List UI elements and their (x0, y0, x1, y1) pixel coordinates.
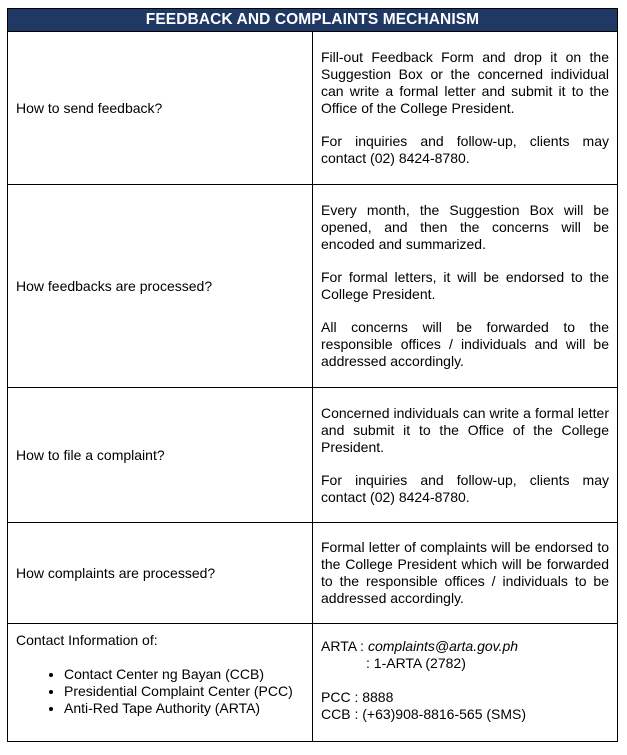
answer-feedback-processed (313, 185, 618, 388)
table-row (8, 388, 618, 523)
feedback-complaints-document (7, 8, 618, 742)
answer-paragraph: Formal letter of complaints will be endorsed to the College President which will be forwarded to the responsible offices / individuals to be addressed accordingly. (321, 539, 609, 606)
contact-list (16, 666, 304, 717)
contact-info-cell (8, 624, 313, 742)
contact-item-ccb: • Contact Center ng Bayan (CCB) (64, 666, 304, 683)
answer-paragraph: Fill-out Feedback Form and drop it on the Suggestion Box or the concerned individual can write a formal letter and submit it to the Office of the College President. (321, 49, 609, 116)
ccb-phone: CCB : (+63)908-8816-565 (SMS) (321, 706, 527, 722)
question-feedback-processed: How feedbacks are processed? (8, 185, 313, 388)
answer-paragraph: For formal letters, it will be endorsed to the College President. (321, 269, 609, 302)
arta-label: ARTA : (321, 638, 368, 654)
answer-paragraph: For inquiries and follow-up, clients may contact (02) 8424-8780. (321, 133, 609, 166)
question-complaints-processed: How complaints are processed? (8, 523, 313, 624)
arta-email: complaints@arta.gov.ph (367, 638, 519, 654)
question-send-feedback: How to send feedback? (8, 32, 313, 185)
question-file-complaint: How to file a complaint? (8, 388, 313, 523)
mechanism-table (7, 8, 618, 742)
contact-row (8, 624, 618, 742)
pcc-phone: PCC : 8888 (321, 689, 394, 705)
answer-paragraph: For inquiries and follow-up, clients may contact (02) 8424-8780. (321, 471, 609, 505)
contact-item-arta: • Anti-Red Tape Authority (ARTA) (64, 700, 304, 717)
arta-email-line (321, 638, 609, 655)
answer-file-complaint (313, 388, 618, 523)
answer-send-feedback (313, 32, 618, 185)
answer-paragraph: Every month, the Suggestion Box will be opened, and then the concerns will be encoded and summarized. (321, 202, 609, 252)
contact-item-pcc: • Presidential Complaint Center (PCC) (64, 683, 304, 700)
table-title: FEEDBACK AND COMPLAINTS MECHANISM (8, 9, 618, 32)
contact-heading: Contact Information of: (16, 632, 158, 648)
table-row (8, 32, 618, 185)
answer-paragraph: Concerned individuals can write a formal letter and submit it to the Office of the College President. (321, 404, 609, 455)
arta-phone: : 1-ARTA (2782) (366, 655, 466, 671)
answer-paragraph: All concerns will be forwarded to the responsible offices / individuals and will be addressed accordingly. (321, 319, 609, 369)
contact-details-cell (313, 624, 618, 742)
table-row (8, 185, 618, 388)
table-row (8, 523, 618, 624)
answer-complaints-processed (313, 523, 618, 624)
